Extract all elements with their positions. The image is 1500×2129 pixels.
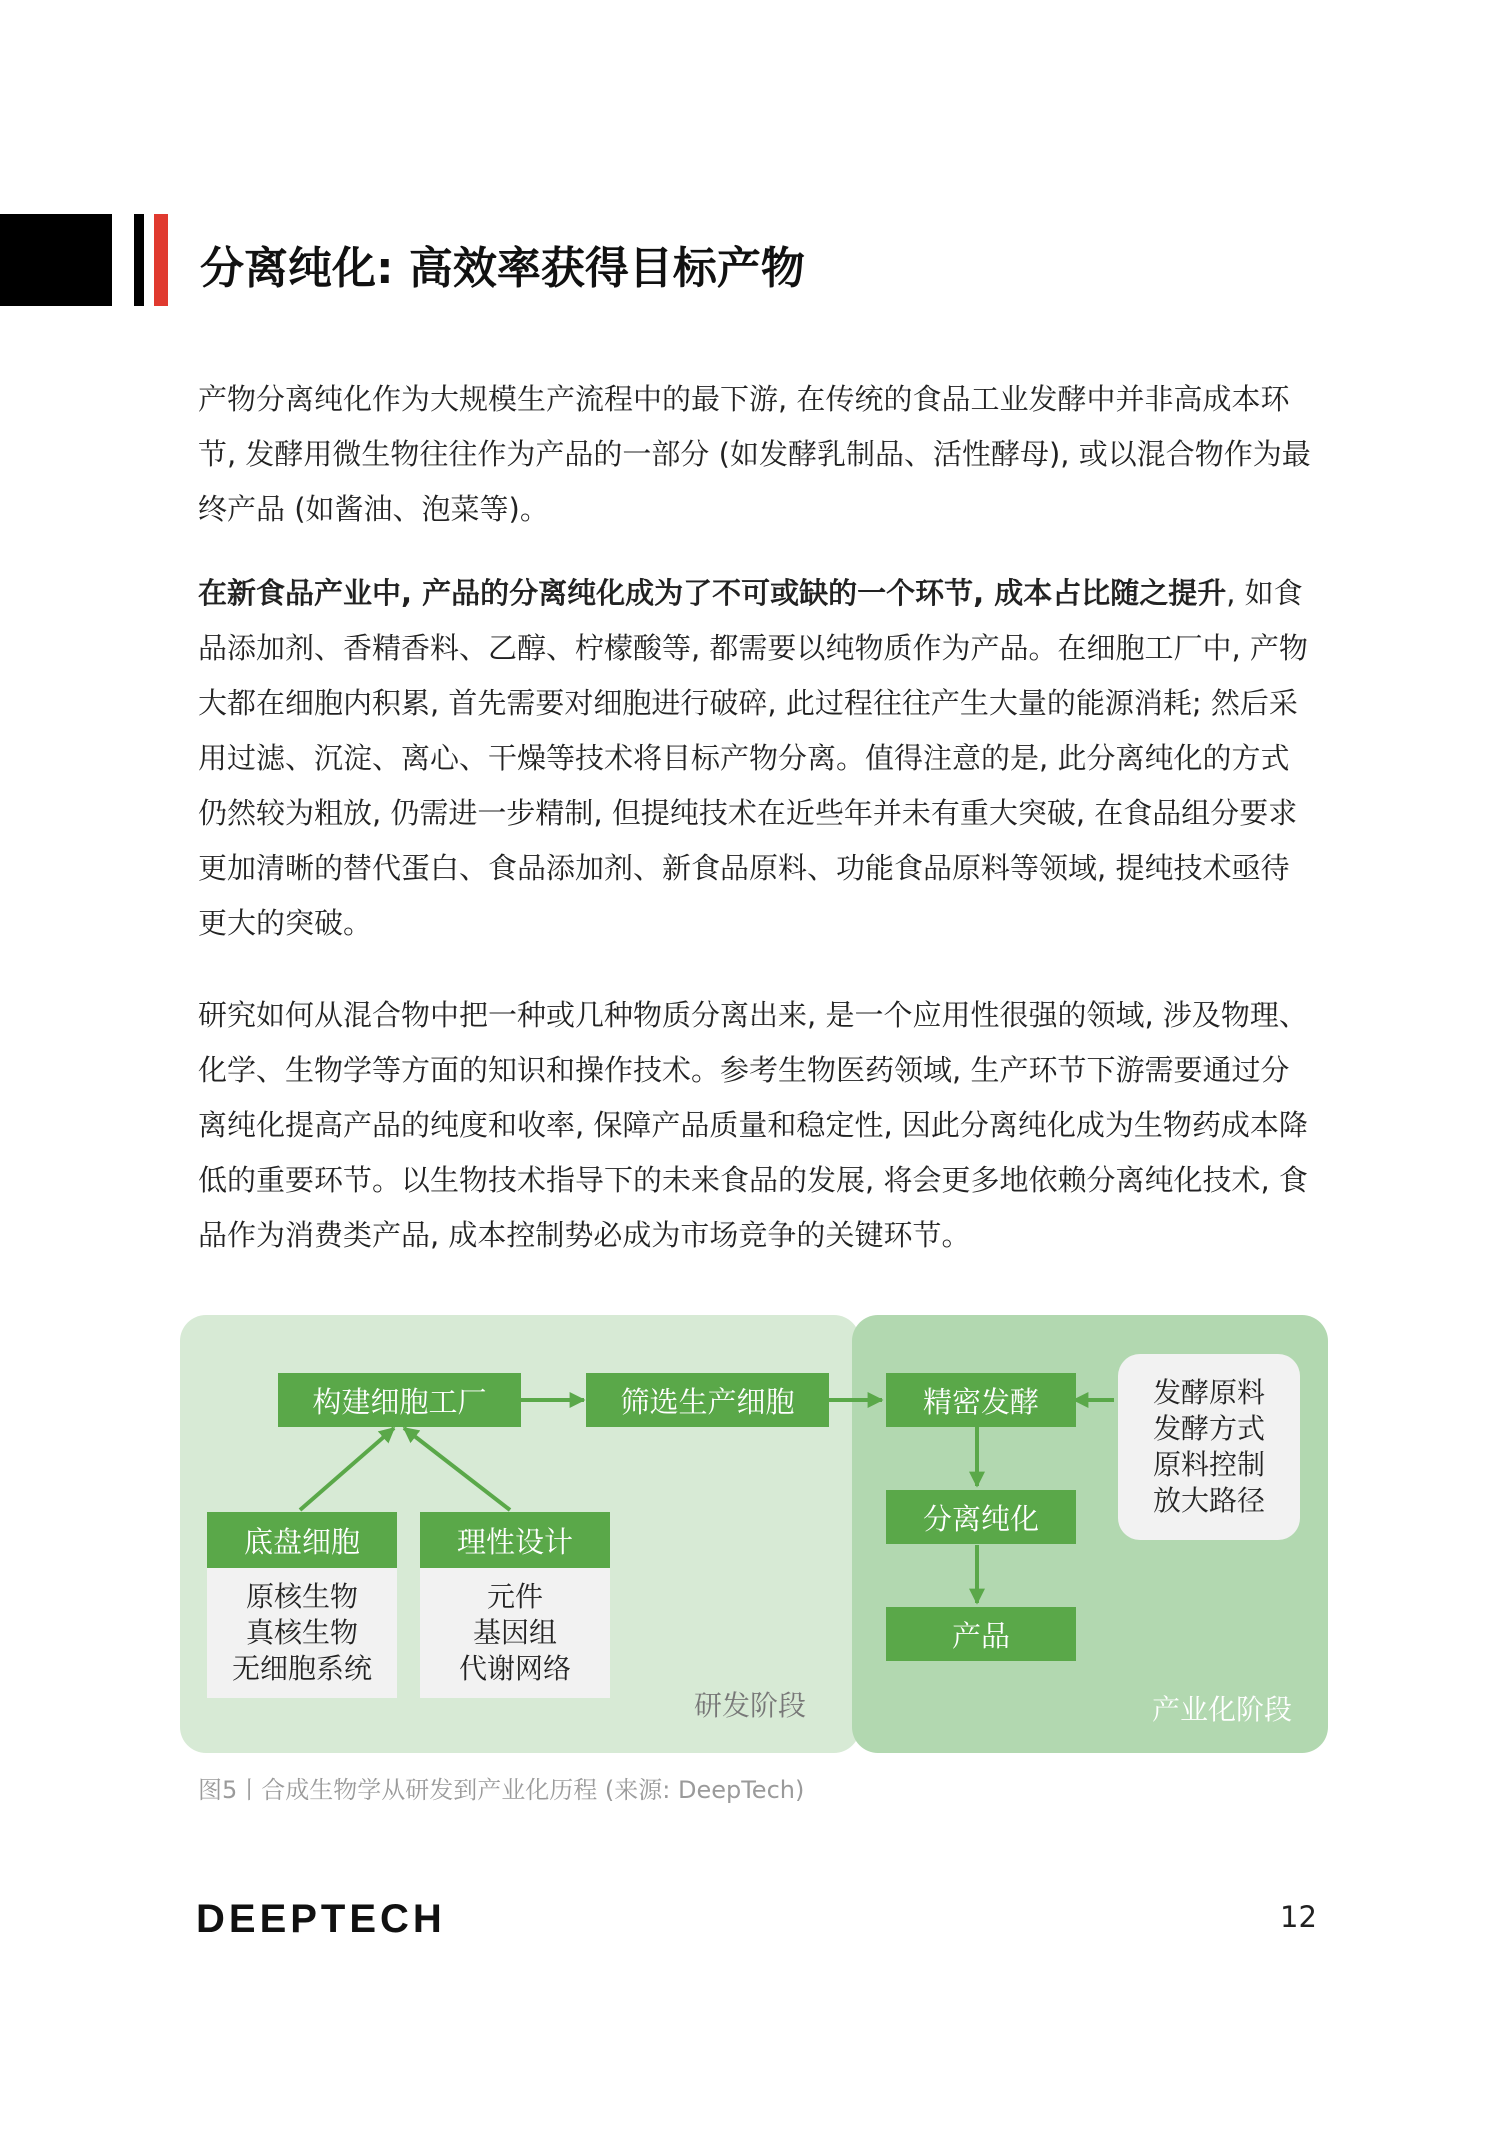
factor-item: 放大路径 xyxy=(1152,1484,1265,1517)
page-title: 分离纯化: 高效率获得目标产物 xyxy=(200,243,805,294)
rational-item: 基因组 xyxy=(472,1616,557,1649)
paragraph-3: 研究如何从混合物中把一种或几种物质分离出来, 是一个应用性很强的领域, 涉及物理、化学、生物学等方面的知识和操作技术。参考生物医药领域, 生产环节下游需要通过分离纯化提高产品的纯度和收率, 保障产品质量和稳定性, 因此分离纯化成为生物药成本降低的重要环节。以生物技术指导下的未来食品的发展, 将会更多地依赖分离纯化技术, 食品作为消费类产品, 成本控制势必成为市场竞争的关键环节。 xyxy=(198,998,1308,1252)
header-thin-bar xyxy=(134,214,144,306)
chassis-item: 真核生物 xyxy=(245,1616,358,1649)
chassis-item: 原核生物 xyxy=(245,1580,358,1613)
factor-item: 原料控制 xyxy=(1152,1448,1265,1481)
precision-fermentation-box: 精密发酵 xyxy=(886,1373,1076,1427)
separation-purification-box: 分离纯化 xyxy=(886,1490,1076,1544)
deeptech-logo: DEEPTECH xyxy=(196,1897,446,1941)
rd-stage-label: 研发阶段 xyxy=(694,1689,807,1722)
chassis-cells-list xyxy=(207,1568,397,1698)
page-number: 12 xyxy=(1280,1900,1317,1934)
paragraph-2 xyxy=(198,566,1318,951)
paragraph-2-rest: , 如食品添加剂、香精香料、乙醇、柠檬酸等, 都需要以纯物质作为产品。在细胞工厂中, 产物大都在细胞内积累, 首先需要对细胞进行破碎, 此过程往往产生大量的能源消耗; 然后采用过滤、沉淀、离心、干燥等技术将目标产物分离。值得注意的是, 此分离纯化的方式仍然较为粗放, 仍需进一步精制, 但提纯技术在近些年并未有重大突破, 在食品组分要求更加清晰的替代蛋白、食品添加剂、新食品原料、功能食品原料等领域, 提纯技术亟待更大的突破。 xyxy=(198,576,1308,940)
build-cell-factory-box: 构建细胞工厂 xyxy=(278,1373,521,1427)
rational-design-list xyxy=(420,1568,610,1698)
rational-item: 代谢网络 xyxy=(458,1652,571,1685)
figure-caption: 图5丨合成生物学从研发到产业化历程 (来源: DeepTech) xyxy=(198,1776,805,1804)
rational-design-title: 理性设计 xyxy=(420,1512,610,1568)
rational-item: 元件 xyxy=(486,1580,543,1613)
industry-stage-label: 产业化阶段 xyxy=(1152,1693,1293,1726)
product-box: 产品 xyxy=(886,1607,1076,1661)
factor-item: 发酵方式 xyxy=(1152,1412,1265,1445)
fermentation-factors-box xyxy=(1118,1354,1300,1540)
screen-production-cells-box: 筛选生产细胞 xyxy=(586,1373,829,1427)
paragraph-1: 产物分离纯化作为大规模生产流程中的最下游, 在传统的食品工业发酵中并非高成本环节, 发酵用微生物往往作为产品的一部分 (如发酵乳制品、活性酵母), 或以混合物作为最终产品 (如酱油、泡菜等)。 xyxy=(198,382,1311,526)
header-black-bar xyxy=(0,214,112,306)
factor-item: 发酵原料 xyxy=(1152,1376,1265,1409)
chassis-cells-title: 底盘细胞 xyxy=(207,1512,397,1568)
chassis-item: 无细胞系统 xyxy=(231,1652,372,1685)
header-red-bar xyxy=(154,214,168,306)
paragraph-2-bold: 在新食品产业中, 产品的分离纯化成为了不可或缺的一个环节, 成本占比随之提升 xyxy=(198,576,1227,610)
